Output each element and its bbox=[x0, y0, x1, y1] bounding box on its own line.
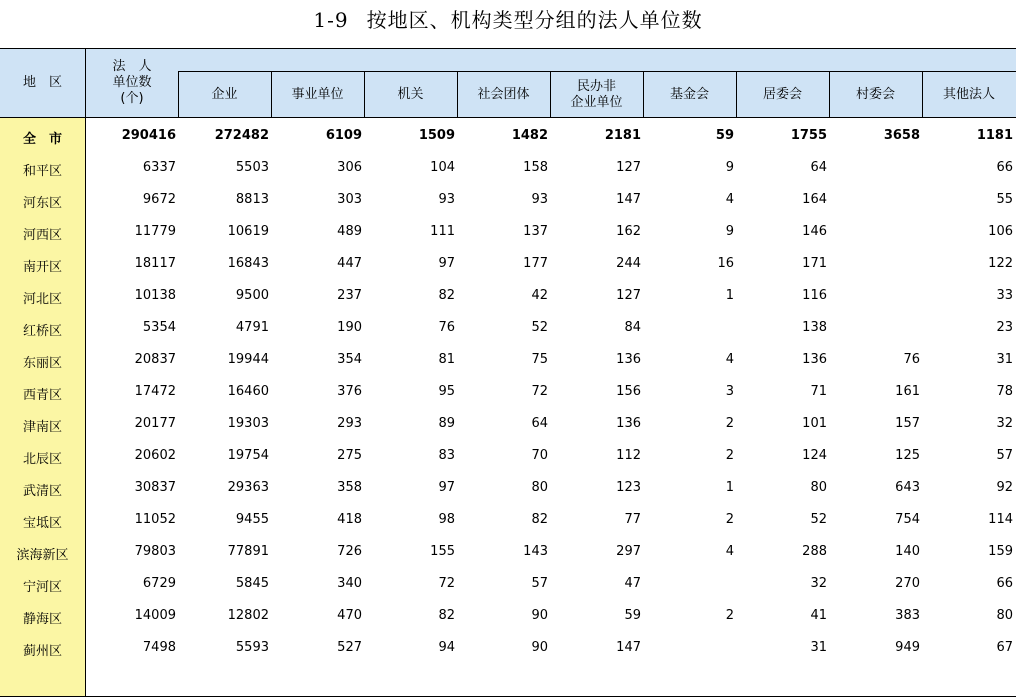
cell-value: 4 bbox=[725, 544, 734, 559]
total-row bbox=[0, 120, 1016, 152]
cell-value: 97 bbox=[438, 256, 455, 271]
cell-value: 143 bbox=[523, 544, 548, 559]
header-col-5: 基金会 bbox=[669, 86, 709, 102]
header-col-2: 机关 bbox=[397, 86, 424, 102]
cell-value: 5845 bbox=[235, 576, 269, 591]
cell-value: 9 bbox=[725, 224, 734, 239]
cell-value: 164 bbox=[802, 192, 827, 207]
cell-value: 20177 bbox=[134, 416, 176, 431]
cell-value: 190 bbox=[337, 320, 362, 335]
region-name: 红桥区 bbox=[22, 324, 62, 339]
cell-value: 76 bbox=[903, 352, 920, 367]
header-total bbox=[86, 49, 178, 117]
cell-value: 30837 bbox=[134, 480, 176, 495]
cell-value: 98 bbox=[438, 512, 455, 527]
region-name: 西青区 bbox=[22, 388, 62, 403]
cell-value: 97 bbox=[438, 480, 455, 495]
header-total-line3: (个) bbox=[120, 91, 144, 106]
header-total-line2: 单位数 bbox=[112, 75, 152, 90]
header-divider bbox=[829, 71, 830, 117]
table-row bbox=[0, 504, 1016, 536]
header-divider bbox=[178, 71, 179, 117]
cell-value: 2 bbox=[725, 448, 734, 463]
cell-value: 124 bbox=[802, 448, 827, 463]
cell-value: 293 bbox=[337, 416, 362, 431]
cell-value: 42 bbox=[531, 288, 548, 303]
cell-value: 67 bbox=[996, 640, 1013, 655]
cell-value: 1 bbox=[725, 480, 734, 495]
cell-value: 16 bbox=[717, 256, 734, 271]
table-row bbox=[0, 184, 1016, 216]
cell-value: 83 bbox=[438, 448, 455, 463]
cell-value: 340 bbox=[337, 576, 362, 591]
cell-value: 41 bbox=[810, 608, 827, 623]
cell-value: 9672 bbox=[142, 192, 176, 207]
cell-value: 123 bbox=[616, 480, 641, 495]
region-name: 蓟州区 bbox=[22, 644, 62, 659]
cell-value: 122 bbox=[988, 256, 1013, 271]
cell-value: 155 bbox=[430, 544, 455, 559]
cell-value: 80 bbox=[531, 480, 548, 495]
cell-value: 4791 bbox=[235, 320, 269, 335]
cell-value: 1 bbox=[725, 288, 734, 303]
cell-value: 949 bbox=[895, 640, 920, 655]
cell-value: 11052 bbox=[134, 512, 176, 527]
cell-value: 57 bbox=[996, 448, 1013, 463]
table-title bbox=[0, 4, 1016, 33]
region-name: 南开区 bbox=[22, 260, 62, 275]
cell-value: 77891 bbox=[227, 544, 269, 559]
cell-value: 75 bbox=[531, 352, 548, 367]
cell-value: 93 bbox=[438, 192, 455, 207]
cell-value: 112 bbox=[616, 448, 641, 463]
cell-value: 57 bbox=[531, 576, 548, 591]
cell-value: 82 bbox=[531, 512, 548, 527]
cell-value: 127 bbox=[616, 288, 641, 303]
cell-value: 171 bbox=[802, 256, 827, 271]
cell-value: 59 bbox=[624, 608, 641, 623]
cell-value: 80 bbox=[996, 608, 1013, 623]
cell-value: 158 bbox=[523, 160, 548, 175]
cell-value: 5593 bbox=[235, 640, 269, 655]
header-col-7: 村委会 bbox=[855, 86, 895, 102]
cell-value: 59 bbox=[715, 128, 734, 143]
cell-value: 9455 bbox=[235, 512, 269, 527]
cell-value: 1755 bbox=[790, 128, 827, 143]
header-divider bbox=[643, 71, 644, 117]
region-name: 武清区 bbox=[22, 484, 62, 499]
cell-value: 70 bbox=[531, 448, 548, 463]
header-col-4: 民办非 企业单位 bbox=[570, 78, 623, 110]
table-row bbox=[0, 152, 1016, 184]
region-name: 河北区 bbox=[22, 292, 62, 307]
cell-value: 55 bbox=[996, 192, 1013, 207]
cell-value: 527 bbox=[337, 640, 362, 655]
cell-value: 11779 bbox=[134, 224, 176, 239]
table-row bbox=[0, 440, 1016, 472]
cell-value: 162 bbox=[616, 224, 641, 239]
cell-value: 418 bbox=[337, 512, 362, 527]
cell-value: 275 bbox=[337, 448, 362, 463]
cell-value: 66 bbox=[996, 576, 1013, 591]
cell-value: 156 bbox=[616, 384, 641, 399]
table-row bbox=[0, 408, 1016, 440]
cell-value: 303 bbox=[337, 192, 362, 207]
cell-value: 272482 bbox=[214, 128, 269, 143]
cell-value: 94 bbox=[438, 640, 455, 655]
cell-value: 137 bbox=[523, 224, 548, 239]
cell-value: 52 bbox=[810, 512, 827, 527]
region-name: 滨海新区 bbox=[16, 548, 69, 563]
cell-value: 127 bbox=[616, 160, 641, 175]
cell-value: 6109 bbox=[325, 128, 362, 143]
cell-value: 19303 bbox=[227, 416, 269, 431]
cell-value: 76 bbox=[438, 320, 455, 335]
header-col-6: 居委会 bbox=[762, 86, 802, 102]
cell-value: 754 bbox=[895, 512, 920, 527]
cell-value: 470 bbox=[337, 608, 362, 623]
cell-value: 9500 bbox=[235, 288, 269, 303]
table-row bbox=[0, 376, 1016, 408]
cell-value: 4 bbox=[725, 352, 734, 367]
header-col-1: 事业单位 bbox=[291, 86, 344, 102]
cell-value: 177 bbox=[523, 256, 548, 271]
header-divider bbox=[922, 71, 923, 117]
cell-value: 33 bbox=[996, 288, 1013, 303]
header-divider bbox=[457, 71, 458, 117]
table-row bbox=[0, 248, 1016, 280]
table-row bbox=[0, 312, 1016, 344]
cell-value: 82 bbox=[438, 288, 455, 303]
cell-value: 5354 bbox=[142, 320, 176, 335]
top-rule bbox=[0, 48, 1016, 49]
region-name: 津南区 bbox=[22, 420, 62, 435]
cell-value: 23 bbox=[996, 320, 1013, 335]
cell-value: 10138 bbox=[134, 288, 176, 303]
cell-value: 106 bbox=[988, 224, 1013, 239]
cell-value: 136 bbox=[802, 352, 827, 367]
region-name: 和平区 bbox=[22, 164, 62, 179]
cell-value: 12802 bbox=[227, 608, 269, 623]
cell-value: 270 bbox=[895, 576, 920, 591]
cell-value: 66 bbox=[996, 160, 1013, 175]
cell-value: 77 bbox=[624, 512, 641, 527]
cell-value: 5503 bbox=[235, 160, 269, 175]
cell-value: 82 bbox=[438, 608, 455, 623]
cell-value: 376 bbox=[337, 384, 362, 399]
cell-value: 138 bbox=[802, 320, 827, 335]
region-name: 宁河区 bbox=[22, 580, 62, 595]
cell-value: 1181 bbox=[976, 128, 1013, 143]
cell-value: 147 bbox=[616, 640, 641, 655]
table-row bbox=[0, 216, 1016, 248]
cell-value: 290416 bbox=[121, 128, 176, 143]
cell-value: 20837 bbox=[134, 352, 176, 367]
cell-value: 64 bbox=[531, 416, 548, 431]
cell-value: 72 bbox=[438, 576, 455, 591]
region-name: 东丽区 bbox=[22, 356, 62, 371]
region-name: 河东区 bbox=[22, 196, 62, 211]
cell-value: 447 bbox=[337, 256, 362, 271]
cell-value: 9 bbox=[725, 160, 734, 175]
cell-value: 237 bbox=[337, 288, 362, 303]
cell-value: 47 bbox=[624, 576, 641, 591]
table-row bbox=[0, 280, 1016, 312]
cell-value: 80 bbox=[810, 480, 827, 495]
cell-value: 17472 bbox=[134, 384, 176, 399]
cell-value: 125 bbox=[895, 448, 920, 463]
table-title-text: 按地区、机构类型分组的法人单位数 bbox=[366, 8, 703, 32]
cell-value: 2 bbox=[725, 512, 734, 527]
cell-value: 1482 bbox=[511, 128, 548, 143]
cell-value: 72 bbox=[531, 384, 548, 399]
region-name: 河西区 bbox=[22, 228, 62, 243]
cell-value: 288 bbox=[802, 544, 827, 559]
cell-value: 383 bbox=[895, 608, 920, 623]
header-col-0: 企业 bbox=[211, 86, 238, 102]
header-col-3: 社会团体 bbox=[477, 86, 530, 102]
cell-value: 146 bbox=[802, 224, 827, 239]
cell-value: 89 bbox=[438, 416, 455, 431]
cell-value: 114 bbox=[988, 512, 1013, 527]
cell-value: 19754 bbox=[227, 448, 269, 463]
cell-value: 3658 bbox=[883, 128, 920, 143]
cell-value: 19944 bbox=[227, 352, 269, 367]
cell-value: 16843 bbox=[227, 256, 269, 271]
subheader-rule bbox=[178, 71, 1016, 72]
cell-value: 7498 bbox=[142, 640, 176, 655]
cell-value: 116 bbox=[802, 288, 827, 303]
cell-value: 1509 bbox=[418, 128, 455, 143]
cell-value: 81 bbox=[438, 352, 455, 367]
cell-value: 90 bbox=[531, 608, 548, 623]
cell-value: 71 bbox=[810, 384, 827, 399]
header-total-line1: 法 人 bbox=[112, 59, 152, 74]
cell-value: 157 bbox=[895, 416, 920, 431]
cell-value: 2 bbox=[725, 608, 734, 623]
cell-value: 4 bbox=[725, 192, 734, 207]
table-row bbox=[0, 632, 1016, 664]
cell-value: 297 bbox=[616, 544, 641, 559]
cell-value: 10619 bbox=[227, 224, 269, 239]
cell-value: 84 bbox=[624, 320, 641, 335]
cell-value: 101 bbox=[802, 416, 827, 431]
cell-value: 161 bbox=[895, 384, 920, 399]
cell-value: 18117 bbox=[134, 256, 176, 271]
cell-value: 92 bbox=[996, 480, 1013, 495]
header-divider bbox=[271, 71, 272, 117]
cell-value: 147 bbox=[616, 192, 641, 207]
cell-value: 79803 bbox=[134, 544, 176, 559]
header-col-8: 其他法人 bbox=[942, 86, 995, 102]
cell-value: 159 bbox=[988, 544, 1013, 559]
header-divider bbox=[364, 71, 365, 117]
table-row bbox=[0, 472, 1016, 504]
region-name: 静海区 bbox=[22, 612, 62, 627]
cell-value: 78 bbox=[996, 384, 1013, 399]
cell-value: 2181 bbox=[604, 128, 641, 143]
cell-value: 16460 bbox=[227, 384, 269, 399]
table-row bbox=[0, 344, 1016, 376]
cell-value: 64 bbox=[810, 160, 827, 175]
cell-value: 31 bbox=[810, 640, 827, 655]
header-rule bbox=[0, 117, 1016, 118]
cell-value: 32 bbox=[996, 416, 1013, 431]
cell-value: 93 bbox=[531, 192, 548, 207]
cell-value: 6337 bbox=[142, 160, 176, 175]
cell-value: 726 bbox=[337, 544, 362, 559]
table-row bbox=[0, 568, 1016, 600]
cell-value: 8813 bbox=[235, 192, 269, 207]
cell-value: 3 bbox=[725, 384, 734, 399]
table-number: 1-9 bbox=[313, 8, 349, 32]
cell-value: 140 bbox=[895, 544, 920, 559]
cell-value: 358 bbox=[337, 480, 362, 495]
cell-value: 489 bbox=[337, 224, 362, 239]
cell-value: 136 bbox=[616, 416, 641, 431]
cell-value: 136 bbox=[616, 352, 641, 367]
region-name: 北辰区 bbox=[22, 452, 62, 467]
cell-value: 95 bbox=[438, 384, 455, 399]
cell-value: 29363 bbox=[227, 480, 269, 495]
cell-value: 354 bbox=[337, 352, 362, 367]
cell-value: 32 bbox=[810, 576, 827, 591]
cell-value: 104 bbox=[430, 160, 455, 175]
header-divider bbox=[736, 71, 737, 117]
cell-value: 643 bbox=[895, 480, 920, 495]
cell-value: 2 bbox=[725, 416, 734, 431]
cell-value: 14009 bbox=[134, 608, 176, 623]
region-name: 宝坻区 bbox=[22, 516, 62, 531]
header-divider bbox=[550, 71, 551, 117]
cell-value: 31 bbox=[996, 352, 1013, 367]
table-row bbox=[0, 536, 1016, 568]
cell-value: 244 bbox=[616, 256, 641, 271]
cell-value: 111 bbox=[430, 224, 455, 239]
header-region: 地 区 bbox=[22, 75, 62, 90]
cell-value: 6729 bbox=[142, 576, 176, 591]
table-row bbox=[0, 600, 1016, 632]
region-name: 全 市 bbox=[22, 132, 62, 147]
cell-value: 90 bbox=[531, 640, 548, 655]
cell-value: 306 bbox=[337, 160, 362, 175]
cell-value: 20602 bbox=[134, 448, 176, 463]
cell-value: 52 bbox=[531, 320, 548, 335]
